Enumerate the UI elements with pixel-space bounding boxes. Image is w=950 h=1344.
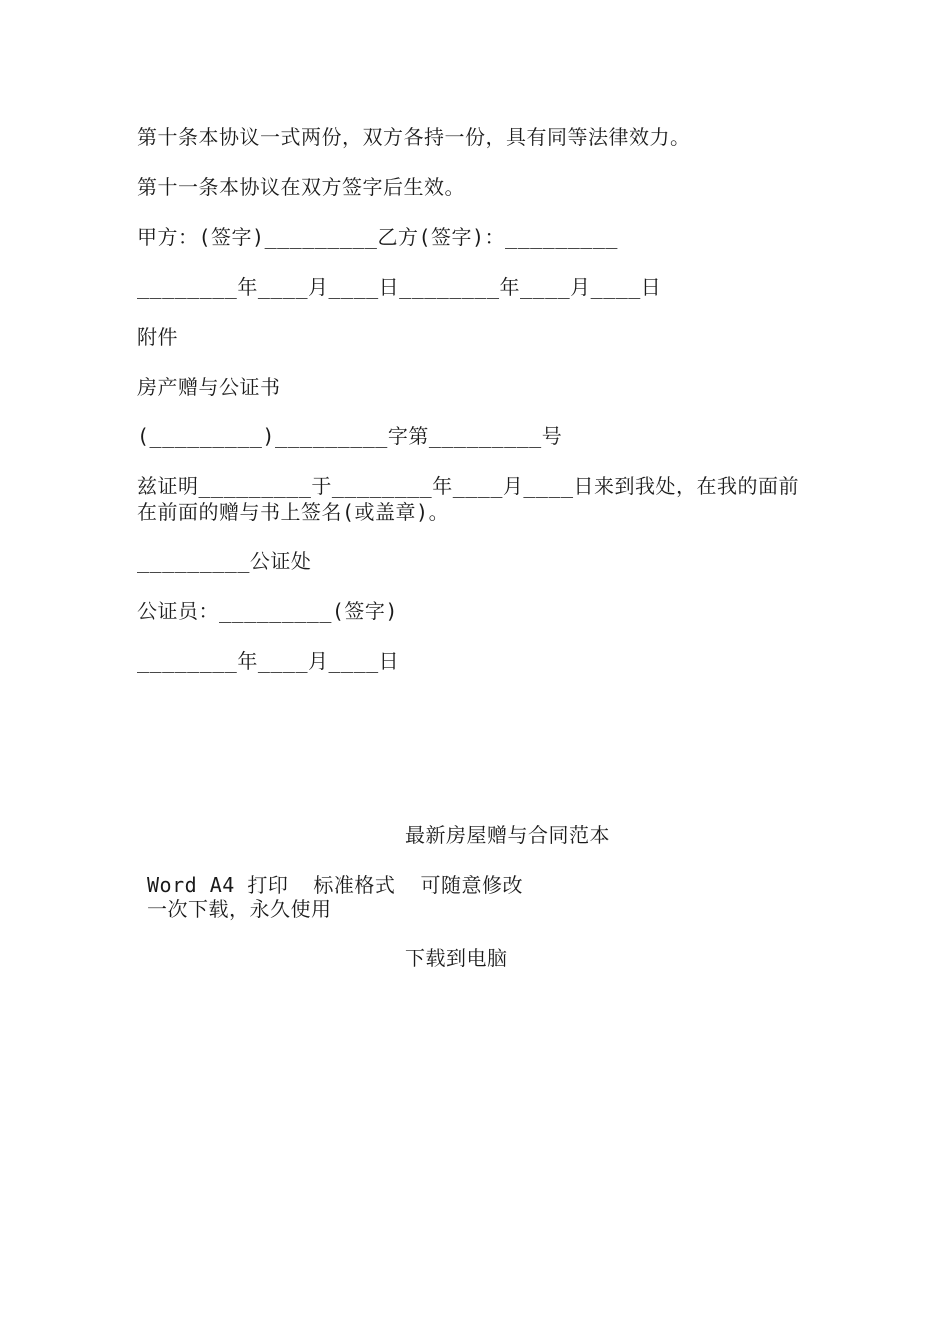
signature-line: 甲方：(签字)_________乙方(签字)：_________ [137, 225, 618, 249]
attachment-heading: 附件 [137, 325, 178, 349]
notary-date-line: ________年____月____日 [137, 649, 400, 673]
certificate-number-line: (_________)_________字第_________号 [137, 424, 563, 448]
date-line: ________年____月____日________年____月____日 [137, 275, 662, 299]
promo-features: Word A4 打印 标准格式 可随意修改 [147, 873, 523, 897]
notarial-certificate-title: 房产赠与公证书 [137, 375, 281, 399]
notary-signature-line: 公证员：_________(签字) [137, 599, 398, 623]
promo-title: 最新房屋赠与合同范本 [405, 823, 610, 847]
article-ten: 第十条本协议一式两份，双方各持一份，具有同等法律效力。 [137, 125, 691, 149]
promo-usage: 一次下载，永久使用 [147, 897, 332, 921]
download-link[interactable]: 下载到电脑 [405, 946, 508, 970]
certification-statement: 兹证明_________于________年____月____日来到我处，在我的面前在前面的赠与书上签名(或盖章)。 [137, 474, 800, 524]
article-eleven: 第十一条本协议在双方签字后生效。 [137, 175, 465, 199]
notary-office-line: _________公证处 [137, 549, 312, 573]
